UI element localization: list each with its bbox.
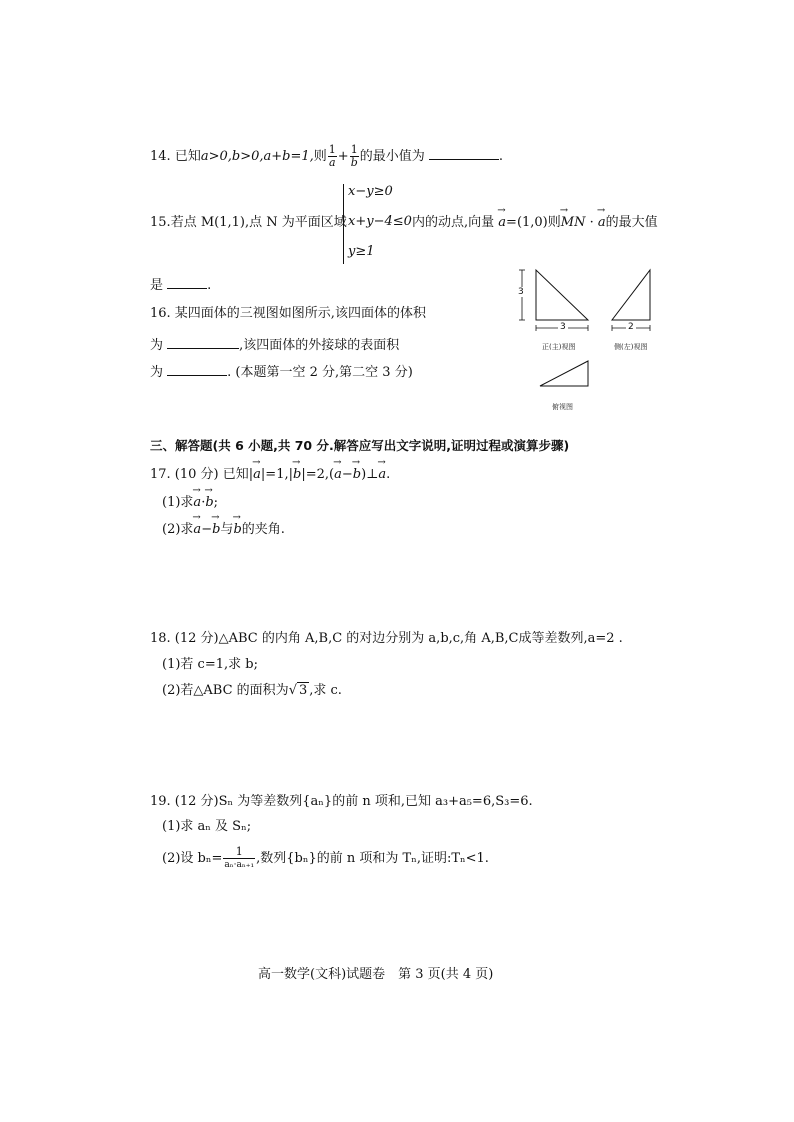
- q15-vector-mn: → MN: [561, 214, 586, 232]
- question-16-line1: [150, 305, 426, 323]
- question-19: 19. (12 分)Sₙ 为等差数列{aₙ}的前 n 项和,已知 a₃+a₅=6,S₃=6.: [150, 794, 533, 809]
- q17-vec-b: → b: [293, 466, 301, 484]
- three-view-figure: [500, 262, 680, 422]
- top-view-label: 俯视图: [552, 403, 573, 411]
- q19-part2: [162, 846, 489, 871]
- question-15-line2: 是 .: [150, 274, 211, 295]
- q17-part1-prefix: (1)求: [162, 495, 194, 510]
- q17-p2-vec-b: → b: [212, 521, 220, 539]
- q17-vec-a-2: → a: [334, 466, 342, 484]
- q14-text: 已知: [174, 149, 201, 164]
- q17-minus: −: [341, 467, 353, 482]
- top-view-triangle: [540, 361, 588, 386]
- q17-end: .: [386, 467, 391, 482]
- q17-part1-suffix: ;: [213, 495, 219, 510]
- question-18: 18. (12 分)△ABC 的内角 A,B,C 的对边分别为 a,b,c,角 A,B,C成等差数列,a=2 .: [150, 631, 623, 646]
- question-15-line1b: [412, 214, 658, 232]
- q17-part2-suffix: 的夹角.: [241, 522, 285, 537]
- front-view-label: 正(主)视图: [542, 343, 576, 351]
- q17-cond2: |=2,(: [301, 467, 335, 482]
- q14-condition: a>0,b>0,a+b=1,: [200, 149, 314, 164]
- q15-number: 15.: [150, 215, 171, 230]
- q17-vec-a: → a: [253, 466, 261, 484]
- q18-part1: (1)若 c=1,求 b;: [162, 657, 258, 672]
- page-footer: 高一数学(文科)试题卷 第 3 页(共 4 页): [258, 967, 494, 982]
- q18-part2-suffix: ,求 c.: [309, 683, 342, 698]
- q15-line2-prefix: 是: [150, 278, 164, 293]
- q17-p2-vec-a: → a: [193, 521, 201, 539]
- q17-perp: )⊥: [361, 467, 379, 482]
- q19-part2-prefix: (2)设 bₙ=: [162, 851, 223, 866]
- q15-vector-a: → a: [498, 214, 506, 232]
- front-view-triangle: [536, 270, 588, 320]
- q15-vector-a-2: → a: [598, 214, 606, 232]
- q15-ineq-2: x+y−4≤0: [348, 214, 412, 229]
- q17-head: 17. (10 分) 已知: [150, 467, 249, 482]
- q16-line2-suffix: ,该四面体的外接球的表面积: [239, 338, 400, 353]
- q16-line2-prefix: 为: [150, 338, 164, 353]
- side-view-triangle: [612, 270, 650, 320]
- q15-text4: 的最大值: [605, 215, 658, 230]
- question-16-line3: [150, 361, 413, 382]
- q16-line3-prefix: 为: [150, 365, 164, 380]
- q15-dot: ·: [589, 215, 594, 230]
- q14-plus: +: [337, 149, 349, 164]
- q14-number: 14.: [150, 149, 171, 164]
- q16-line3-suffix: . (本题第一空 2 分,第二空 3 分): [227, 365, 413, 380]
- q16-line1: 16. 某四面体的三视图如图所示,该四面体的体积: [150, 306, 426, 321]
- q15-text2: 内的动点,向量: [412, 215, 495, 230]
- q15-answer-blank[interactable]: [167, 274, 207, 289]
- q19-fraction: $\frac{1}{\text{aₙ·aₙ₊₁}}$: [224, 845, 255, 870]
- question-17: 17. (10 分) 已知|→ a|=1,|→ b|=2,(→ a−→ b)⊥→ a.: [150, 466, 390, 484]
- q18-part2: [162, 682, 342, 700]
- q15-text1: 若点 M(1,1),点 N 为平面区域: [170, 215, 347, 230]
- q17-vec-b-2: → b: [353, 466, 361, 484]
- q17-p1-vec-a: → a: [193, 494, 201, 512]
- section-3-title: 三、解答题(共 6 小题,共 70 分.解答应写出文字说明,证明过程或演算步骤): [150, 438, 570, 453]
- q14-fraction-1: $\frac{1}{a}$: [328, 143, 336, 169]
- q18-part2-prefix: (2)若△ABC 的面积为: [162, 683, 289, 698]
- q17-p1-vec-b: → b: [205, 494, 213, 512]
- q19-part1: (1)求 aₙ 及 Sₙ;: [162, 819, 252, 834]
- question-14: 14. 已知a>0,b>0,a+b=1,则 $\frac{1}{a}$ + $\frac{1}{b}$ 的最小值为 .: [150, 143, 504, 169]
- q17-vec-a-3: → a: [378, 466, 386, 484]
- front-height-label: 3: [518, 287, 524, 297]
- q18-sqrt: √ 3: [288, 683, 308, 698]
- q15-text3: =(1,0)则: [506, 215, 561, 230]
- side-width-label: 2: [628, 322, 634, 332]
- q16-answer-blank-1[interactable]: [167, 334, 239, 349]
- q17-part2: (2)求→ a−→ b与→ b的夹角.: [162, 521, 285, 539]
- q17-p2-vec-b-2: → b: [233, 521, 241, 539]
- q14-text-after: 的最小值为: [359, 149, 425, 164]
- q15-ineq-1: x−y≥0: [348, 184, 393, 199]
- question-15-line1: [150, 214, 347, 232]
- q19-part2-suffix: ,数列{bₙ}的前 n 项和为 Tₙ,证明:Tₙ<1.: [256, 851, 489, 866]
- q17-cond1: |=1,|: [260, 467, 293, 482]
- q17-part2-prefix: (2)求: [162, 522, 194, 537]
- q15-ineq-3: y≥1: [348, 244, 375, 259]
- side-view-label: 侧(左)视图: [614, 343, 648, 351]
- question-16-line2: [150, 334, 399, 355]
- q14-text-mid: 则: [313, 149, 327, 164]
- q14-answer-blank[interactable]: [429, 145, 499, 160]
- q17-part2-mid: 与: [220, 522, 234, 537]
- q15-inequality-system: [343, 184, 412, 264]
- q17-part1: (1)求→ a·→ b;: [162, 494, 218, 512]
- q16-answer-blank-2[interactable]: [167, 361, 227, 376]
- front-width-label: 3: [560, 322, 566, 332]
- q14-fraction-2: $\frac{1}{b}$: [350, 143, 358, 169]
